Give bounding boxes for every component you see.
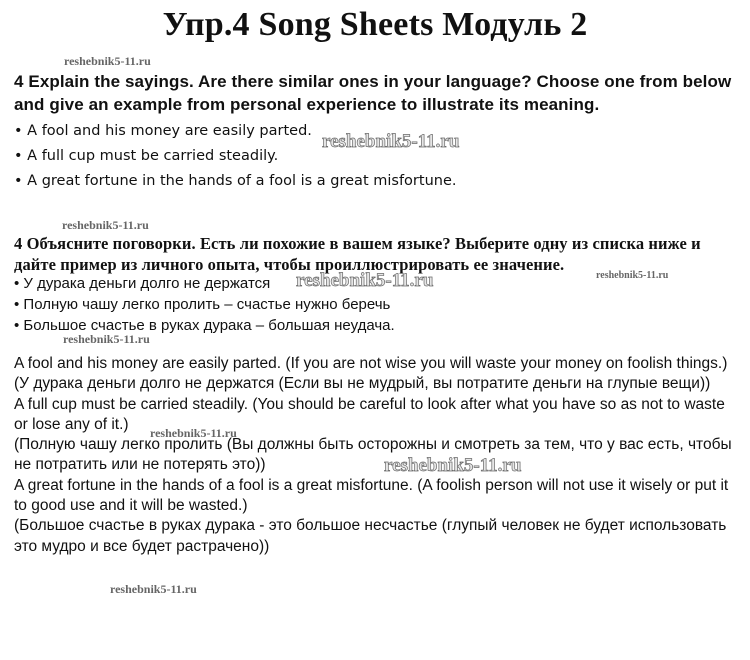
watermark: reshebnik5-11.ru (64, 54, 151, 68)
list-item: • Большое счастье в руках дурака – большая неудача. (14, 317, 395, 334)
answer-paragraph: A full cup must be carried steadily. (You should be careful to look after what you have so as not to waste or lose any of it.) (14, 395, 725, 433)
answer-paragraph: A fool and his money are easily parted. (If you are not wise you will waste your money on foolish things.) (14, 355, 728, 372)
watermark: reshebnik5-11.ru (384, 455, 522, 476)
watermark: reshebnik5-11.ru (63, 332, 150, 346)
task-en-heading: 4 Explain the sayings. Are there similar ones in your language? Choose one from below and give an example from personal experience to illustrate its meaning. (14, 72, 732, 114)
answer-paragraph: (Большое счастье в руках дурака - это большое несчастье (глупый человек не будет использовать это мудро и все будет растрачено)) (14, 517, 727, 555)
list-item: • У дурака деньги долго не держатся (14, 275, 271, 292)
watermark: reshebnik5-11.ru (62, 218, 149, 232)
list-item: • A fool and his money are easily parted. (14, 123, 312, 139)
page-title: Упр.4 Song Sheets Модуль 2 (162, 6, 588, 43)
answer-paragraph: (Полную чашу легко пролить (Вы должны быть осторожны и смотреть за тем, что у вас есть, чтобы не потратить или не потерять это)) (14, 436, 732, 474)
task-ru-heading: 4 Объясните поговорки. Есть ли похожие в вашем языке? Выберите одну из списка ниже и дайте пример из личного опыта, чтобы проиллюстрировать ее значение. (14, 234, 701, 274)
list-item: • A full cup must be carried steadily. (14, 148, 279, 164)
answers-block (14, 354, 736, 557)
list-item: • Полную чашу легко пролить – счастье нужно беречь (14, 296, 391, 313)
list-item: • A great fortune in the hands of a fool is a great misfortune. (14, 173, 457, 189)
watermark: reshebnik5-11.ru (110, 582, 197, 596)
watermark: reshebnik5-11.ru (322, 131, 460, 152)
answer-paragraph: A great fortune in the hands of a fool is a great misfortune. (A foolish person will not use it wisely or put it to good use and it will be wasted.) (14, 476, 729, 515)
watermark: reshebnik5-11.ru (596, 270, 669, 281)
watermark: reshebnik5-11.ru (296, 270, 434, 291)
watermark: reshebnik5-11.ru (150, 426, 237, 440)
answer-paragraph: (У дурака деньги долго не держатся (Если вы не мудрый, вы потратите деньги на глупые вещи)) (14, 375, 711, 393)
